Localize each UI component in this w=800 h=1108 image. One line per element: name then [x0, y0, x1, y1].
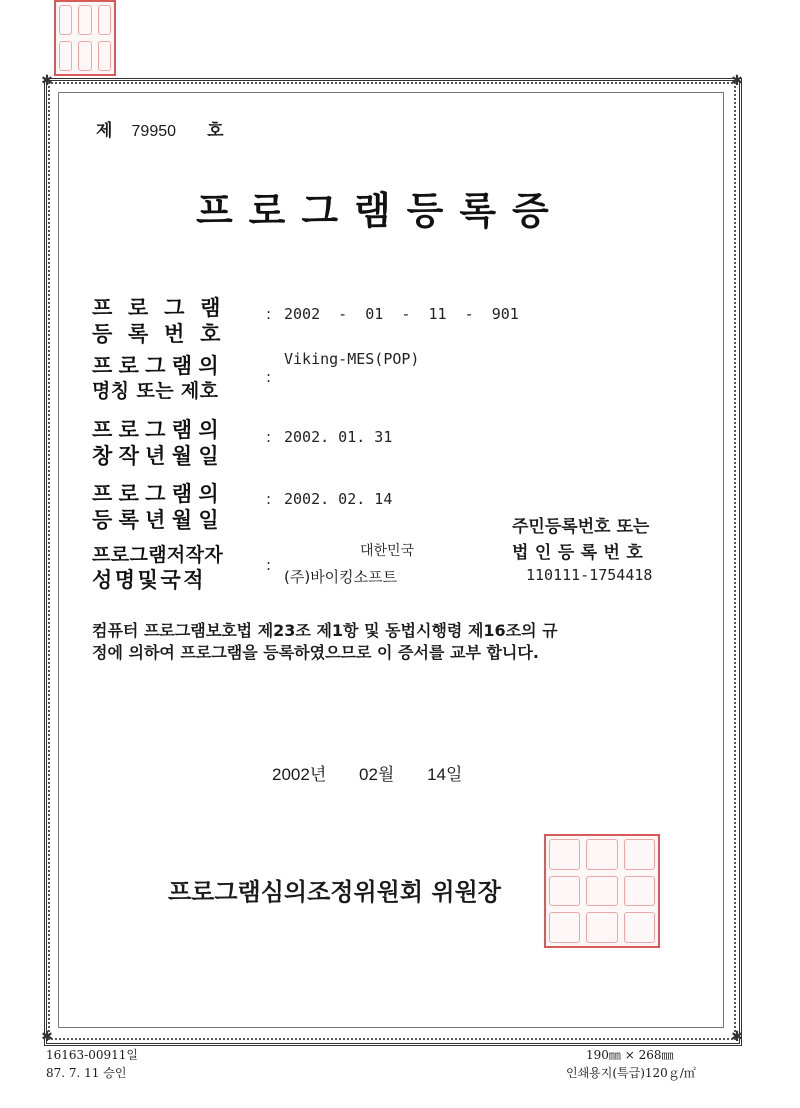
- top-seal-stamp: [54, 0, 116, 76]
- reg-no-label-2: 등록번호: [92, 322, 237, 346]
- colon: :: [266, 368, 272, 386]
- corner-ornament-icon: ✱: [731, 73, 743, 89]
- colon: :: [266, 428, 272, 446]
- corner-ornament-icon: ✱: [41, 1029, 53, 1045]
- author-label-2: 성명및국적: [92, 568, 207, 592]
- created-date-value: 2002. 01. 31: [284, 428, 393, 446]
- corp-reg-label-1: 주민등록번호 또는: [512, 517, 650, 537]
- body-line-2: 정에 의하여 프로그램을 등록하였으므로 이 증서를 교부 합니다.: [92, 643, 539, 662]
- corp-reg-label-2: 법인등록번호: [512, 543, 650, 563]
- reg-no-value: 2002 - 01 - 11 - 901: [284, 305, 519, 323]
- paper-size: 190㎜ × 268㎜: [586, 1048, 674, 1062]
- approval-date: 87. 7. 11 승인: [46, 1066, 127, 1080]
- author-value: (주)바이킹소프트: [284, 568, 398, 586]
- colon: :: [266, 305, 272, 323]
- created-label-2: 창작년월일: [92, 444, 225, 468]
- issuer-seal-stamp: [544, 834, 660, 948]
- cert-no-value: 79950: [131, 123, 177, 140]
- paper-spec: 인쇄용지(특급)120ｇ/㎡: [566, 1066, 696, 1080]
- certificate-number: [96, 116, 224, 141]
- issuer-name: 프로그램심의조정위원회 위원장: [168, 878, 501, 906]
- body-line-1: 컴퓨터 프로그램보호법 제23조 제1항 및 동법시행령 제16조의 규: [92, 621, 558, 640]
- issue-year: 2002년: [272, 765, 327, 784]
- reg-no-label-1: 프로그램: [92, 296, 237, 320]
- issue-day: 14일: [427, 765, 463, 784]
- form-number: 16163-00911일: [46, 1048, 138, 1062]
- program-name-value: Viking-MES(POP): [284, 350, 420, 368]
- issue-month: 02월: [358, 765, 395, 784]
- corp-reg-no-value: 110111-1754418: [526, 566, 653, 584]
- nationality-value: 대한민국: [360, 543, 415, 559]
- issue-date: [272, 760, 462, 785]
- registered-date-value: 2002. 02. 14: [284, 490, 393, 508]
- corner-ornament-icon: ✱: [731, 1029, 743, 1045]
- name-label-2: 명칭 또는 제호: [92, 380, 219, 402]
- created-label-1: 프로그램의: [92, 418, 225, 442]
- cert-no-suffix: 호: [207, 121, 224, 141]
- cert-no-prefix: 제: [96, 121, 113, 141]
- colon: :: [266, 490, 272, 508]
- name-label-1: 프로그램의: [92, 354, 225, 378]
- corner-ornament-icon: ✱: [41, 73, 53, 89]
- author-label-1: 프로그램저작자: [92, 544, 224, 566]
- registered-label-2: 등록년월일: [92, 508, 225, 532]
- page-title: 프로그램등록증: [196, 189, 565, 233]
- colon: :: [266, 556, 272, 574]
- registered-label-1: 프로그램의: [92, 482, 225, 506]
